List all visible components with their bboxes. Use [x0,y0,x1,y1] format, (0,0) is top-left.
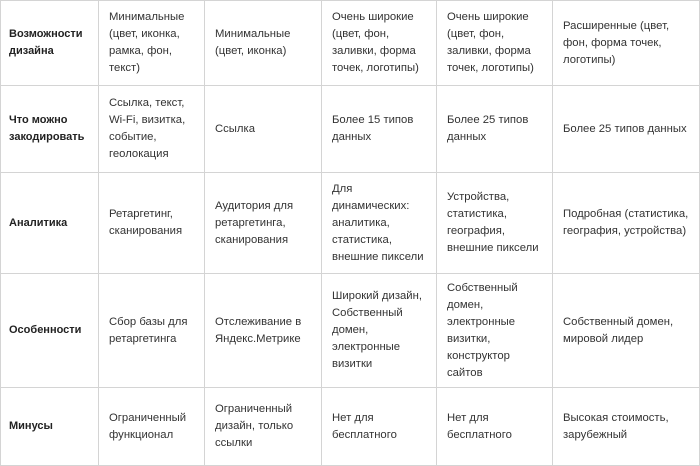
cell-text: текст) [109,62,140,74]
table-cell [553,173,700,274]
table-cell [322,173,437,274]
cell-text: событие, [109,131,157,143]
row-header-cell [1,173,99,274]
cell-text: Более 25 типов [447,114,529,126]
table-cell [322,274,437,388]
cell-text: бесплатного [332,428,397,441]
cell-text: (цвет, иконка, [109,28,180,40]
cell-text: Минимальные [109,11,185,23]
table-cell [99,173,205,274]
row-header-cell [1,1,99,86]
cell-text: Ретаргетинг, [109,208,173,220]
table-cell [205,388,322,466]
cell-text: визитки [332,358,373,370]
cell-text: Wi-Fi, визитка, [109,114,186,126]
row-header-cell [1,388,99,466]
cell-text: дизайн, только [215,420,294,432]
table-row [1,388,700,466]
cell-text: зарубежный [563,428,628,441]
cell-text: (цвет, фон, [447,28,505,40]
table-cell [99,274,205,388]
cell-text: внешние пиксели [447,242,539,254]
cell-text: данных [332,131,372,143]
cell-text: функционал [109,428,174,441]
cell-text: (цвет, иконка) [215,45,287,57]
cell-text: Собственный [332,307,403,319]
cell-text: визитки, [447,332,491,345]
cell-text: Нет для [447,411,489,424]
cell-text: география, [447,225,505,237]
cell-text: Собственный [447,281,518,294]
row-header-text: закодировать [9,131,85,143]
cell-text: ретаргетинга, [215,216,286,229]
table-cell [437,388,553,466]
cell-text: Нет для [332,411,374,424]
row-header-text: Возможности [9,28,83,40]
cell-text: динамических: [332,199,410,212]
row-header-text: Минусы [9,420,53,432]
cell-text: логотипы) [563,53,616,66]
cell-text: бесплатного [447,428,512,441]
row-header-cell [1,86,99,173]
cell-text: Очень широкие [332,11,414,23]
table-cell [437,173,553,274]
cell-text: Широкий дизайн, [332,290,422,302]
cell-text: статистика, [332,233,392,246]
cell-text: заливки, форма [447,45,531,57]
cell-text: Минимальные [215,28,291,40]
cell-text: внешние пиксели [332,250,424,263]
cell-text: Устройства, [447,191,510,203]
table-cell [205,274,322,388]
table-cell [322,1,437,86]
table-cell [553,274,700,388]
cell-text: геолокация [109,148,169,160]
cell-text: электронные [447,315,516,328]
cell-text: (цвет, фон, [332,28,390,40]
cell-text: Аудитория для [215,199,294,212]
table-cell [205,1,322,86]
cell-text: заливки, форма [332,45,416,57]
row-header-text: Особенности [9,324,82,336]
table-cell [99,388,205,466]
table-cell [437,86,553,173]
cell-text: данных [447,131,487,143]
cell-text: Расширенные (цвет, [563,19,670,32]
cell-text: статистика, [447,208,507,220]
cell-text: аналитика, [332,216,390,229]
table-cell [205,86,322,173]
table-cell [437,274,553,388]
table-cell [322,86,437,173]
table-row [1,1,700,86]
cell-text: домен, [332,324,369,336]
row-header-cell [1,274,99,388]
table-cell [553,388,700,466]
cell-text: конструктор [447,349,510,362]
comparison-table-body [1,1,700,466]
table-cell [437,1,553,86]
row-header-text: дизайна [9,45,54,57]
table-cell [553,1,700,86]
cell-text: Очень широкие [447,11,529,23]
cell-text: Собственный домен, [563,315,674,328]
table-cell [205,173,322,274]
cell-text: Ссылка [215,122,255,135]
cell-text: ссылки [215,437,253,449]
cell-text: Высокая стоимость, [563,411,669,424]
cell-text: Ограниченный [215,403,293,415]
row-header-text: Что можно [9,114,68,126]
table-row [1,86,700,173]
cell-text: сканирования [215,233,289,246]
table-row [1,274,700,388]
cell-text: электронные [332,341,401,353]
cell-text: мировой лидер [563,332,644,345]
cell-text: Яндекс.Метрике [215,332,301,345]
cell-text: Отслеживание в [215,315,302,328]
cell-text: Ссылка, текст, [109,97,185,109]
table-cell [553,86,700,173]
cell-text: Более 25 типов данных [563,122,687,135]
cell-text: ретаргетинга [109,332,177,345]
cell-text: сканирования [109,225,183,237]
row-header-text: Аналитика [9,216,68,229]
cell-text: рамка, фон, [109,45,173,57]
table-cell [99,86,205,173]
table-cell [99,1,205,86]
cell-text: Более 15 типов [332,114,414,126]
table-cell [322,388,437,466]
cell-text: домен, [447,298,484,311]
cell-text: Подробная (статистика, [563,208,689,220]
cell-text: фон, форма точек, [563,36,662,49]
cell-text: точек, логотипы) [447,62,534,74]
table-row [1,173,700,274]
cell-text: Ограниченный [109,411,187,424]
cell-text: география, устройства) [563,225,687,237]
cell-text: сайтов [447,366,483,379]
cell-text: точек, логотипы) [332,62,419,74]
cell-text: Для [332,182,353,195]
cell-text: Сбор базы для [109,315,188,328]
